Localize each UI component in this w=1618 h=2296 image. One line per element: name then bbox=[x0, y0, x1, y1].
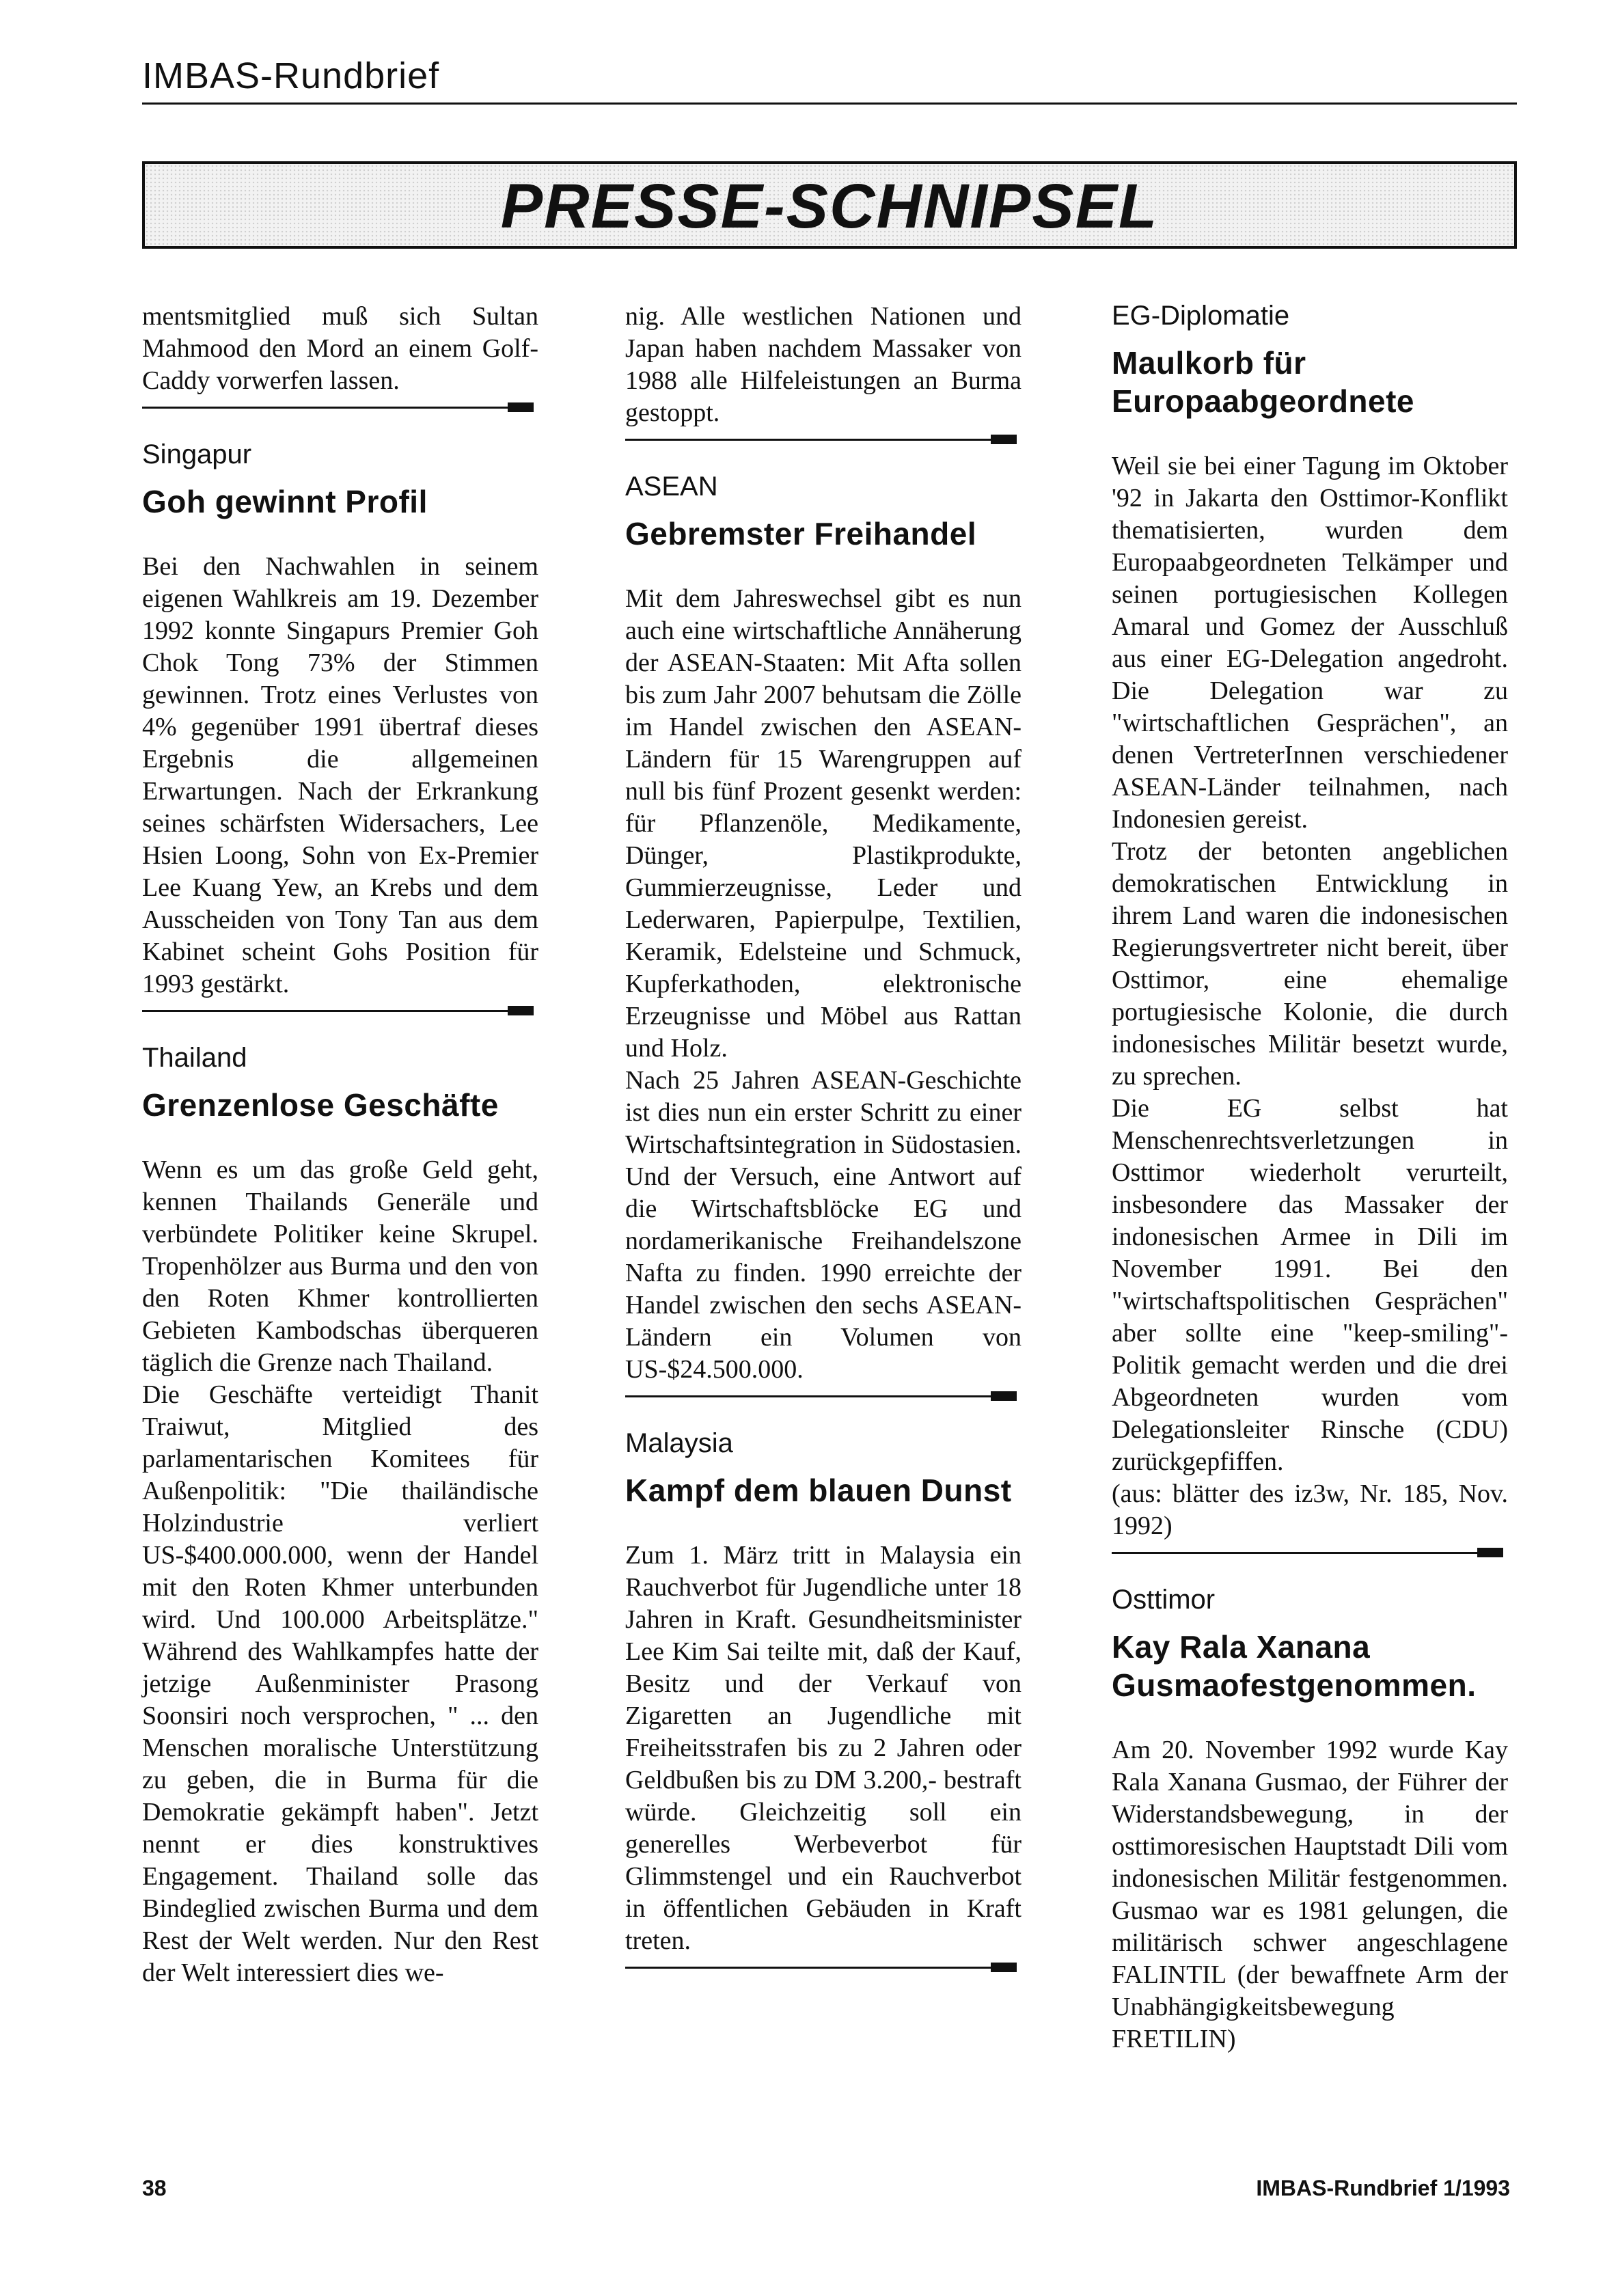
column-1 bbox=[142, 301, 538, 1989]
article-headline: Gebremster Freihandel bbox=[625, 516, 977, 551]
article-headline: Kampf dem blauen Dunst bbox=[625, 1473, 1012, 1508]
article-body: Am 20. November 1992 wurde Kay Rala Xanana Gusmao, der Führer der Widerstandsbewegung, in der osttimoresischen Hauptstadt Dili vom indonesischen Militär festgenommen. Gusmao war es 1981 gelungen, die militärisch schwer angeschlagene FALINTIL (der bewaffnete Arm der Unabhängigkeitsbewegung FRETILIN) bbox=[1112, 1736, 1508, 2053]
column-3 bbox=[1112, 301, 1508, 2055]
article-kicker: EG-Diplomatie bbox=[1112, 301, 1290, 331]
section-title: PRESSE-SCHNIPSEL bbox=[500, 172, 1159, 241]
article-kicker: Thailand bbox=[142, 1043, 247, 1073]
article-body bbox=[1112, 450, 1508, 1542]
issue-footer: IMBAS-Rundbrief 1/1993 bbox=[1256, 2176, 1510, 2200]
article-kicker: Singapur bbox=[142, 439, 252, 469]
article-kicker: Osttimor bbox=[1112, 1585, 1216, 1615]
paragraph: Nach 25 Jahren ASEAN-Geschichte ist dies nun ein erster Schritt zu einer Wirtschaftsintegration in Südostasien. Und der Versuch, eine Antwort auf die Wirtschaftsblöcke EG und nordamerikanische Freihandelszone Nafta zu finden. 1990 erreichte der Handel zwischen den sechs ASEAN-Ländern ein Volumen von US-$24.500.000. bbox=[625, 1066, 1021, 1384]
continued-text: mentsmitglied muß sich Sultan Mahmood den Mord an einem Golf-Caddy vorwerfen lassen. bbox=[142, 302, 538, 395]
paragraph: Die Geschäfte verteidigt Thanit Traiwut, Mitglied des parlamentarischen Komitees für Außenpolitik: "Die thailändische Holzindustrie verliert US-$400.000.000, wenn der Handel mit den Roten Khmer unterbunden wird. Und 100.000 Arbeitsplätze." Während des Wahlkampfes hatte der jetzige Außenminister Prasong Soonsiri noch versprochen, " ... den Menschen moralische Unterstützung zu geben, die in Burma für die Demokratie gekämpft haben". Jetzt nennt er dies konstruktives Engagement. Thailand solle das Bindeglied zwischen Burma und dem Rest der Welt werden. Nur den Rest der Welt interessiert dies we- bbox=[142, 1380, 538, 1987]
article-headline: Goh gewinnt Profil bbox=[142, 484, 428, 519]
column-2 bbox=[625, 301, 1021, 1999]
paragraph: Weil sie bei einer Tagung im Oktober '92 in Jakarta den Osttimor-Konflikt thematisierten, wurden dem Europaabgeordneten Telkämper und seinen portugiesischen Kollegen Amaral und Gomez der Ausschluß aus einer EG-Delegation angedroht. Die Delegation war zu "wirtschaftlichen Gesprächen", an denen VertreterInnen verschiedener ASEAN-Länder teilnahmen, nach Indonesien gereist. bbox=[1112, 452, 1508, 834]
paragraph: Die EG selbst hat Menschenrechtsverletzungen in Osttimor wiederholt verurteilt, insbesondere das Massaker der indonesischen Armee in Dili im November 1991. Bei den "wirtschaftspolitischen Gesprächen" aber sollte eine "keep-smiling"-Politik gemacht werden und die drei Abgeordneten wurden vom Delegationsleiter Rinsche (CDU) zurückgepfiffen. bbox=[1112, 1094, 1508, 1476]
article-end-rule bbox=[625, 1963, 1021, 1972]
article-kicker: Malaysia bbox=[625, 1428, 733, 1458]
page-number: 38 bbox=[142, 2176, 167, 2200]
article-end-rule bbox=[142, 1006, 538, 1015]
article-kicker: ASEAN bbox=[625, 472, 718, 502]
section-banner bbox=[142, 161, 1517, 249]
article-body: Zum 1. März tritt in Malaysia ein Rauchverbot für Jugendliche unter 18 Jahren in Kraft. Gesundheitsminister Lee Kim Sai teilte mit, daß der Kauf, Besitz und der Verkauf von Zigaretten an Jugendliche mit Freiheitsstrafen bis zu 2 Jahren oder Geldbußen bis zu DM 3.200,- bestraft würde. Gleichzeitig soll ein generelles Werbeverbot für Glimmstengel und ein Rauchverbot in öffentlichen Gebäuden in Kraft treten. bbox=[625, 1541, 1021, 1955]
paragraph: Trotz der betonten angeblichen demokratischen Entwicklung in ihrem Land waren die indonesischen Regierungsvertreter nicht bereit, über Osttimor, eine ehemalige portugiesische Kolonie, die durch indonesisches Militär besetzt wurde, zu sprechen. bbox=[1112, 837, 1508, 1091]
source-note: (aus: blätter des iz3w, Nr. 185, Nov. 1992) bbox=[1112, 1479, 1508, 1540]
paragraph: Mit dem Jahreswechsel gibt es nun auch eine wirtschaftliche Annäherung der ASEAN-Staaten: Mit Afta sollen bis zum Jahr 2007 behutsam die Zölle im Handel zwischen den ASEAN-Ländern für 15 Warengruppen auf null bis fünf Prozent gesenkt werden: für Pflanzenöle, Medikamente, Dünger, Plastikprodukte, Gummierzeugnisse, Leder und Lederwaren, Papierpulpe, Textilien, Keramik, Edelsteine und Schmuck, Kupferkathoden, elektronische Erzeugnisse und Möbel aus Rattan und Holz. bbox=[625, 584, 1021, 1063]
article-body: Bei den Nachwahlen in seinem eigenen Wahlkreis am 19. Dezember 1992 konnte Singapurs Premier Goh Chok Tong 73% der Stimmen gewinnen. Trotz eines Verlustes von 4% gegenüber 1991 übertraf dieses Ergebnis die allgemeinen Erwartungen. Nach der Erkrankung seines schärfsten Widersachers, Lee Hsien Loong, Sohn von Ex-Premier Lee Kuang Yew, an Krebs und dem Ausscheiden von Tony Tan aus dem Kabinet scheint Gohs Position für 1993 gestärkt. bbox=[142, 552, 538, 998]
article-end-rule bbox=[142, 402, 538, 412]
continued-text: nig. Alle westlichen Nationen und Japan haben nachdem Massaker von 1988 alle Hilfeleistungen an Burma gestoppt. bbox=[625, 302, 1021, 427]
article-end-rule bbox=[625, 1391, 1021, 1401]
article-body bbox=[625, 583, 1021, 1386]
article-body bbox=[142, 1154, 538, 1989]
article-end-rule bbox=[625, 435, 1021, 444]
header-rule bbox=[142, 102, 1517, 105]
paragraph: Wenn es um das große Geld geht, kennen Thailands Generäle und verbündete Politiker keine Skrupel. Tropenhölzer aus Burma und den von den Roten Khmer kontrollierten Gebieten Kambodschas überqueren täglich die Grenze nach Thailand. bbox=[142, 1156, 538, 1377]
article-headline: Grenzenlose Geschäfte bbox=[142, 1087, 499, 1123]
article-headline: Maulkorb für Europaabgeordnete bbox=[1112, 345, 1415, 419]
running-header: IMBAS-Rundbrief bbox=[142, 55, 440, 96]
article-headline: Kay Rala Xanana Gusmaofestgenommen. bbox=[1112, 1629, 1477, 1703]
article-end-rule bbox=[1112, 1548, 1508, 1557]
